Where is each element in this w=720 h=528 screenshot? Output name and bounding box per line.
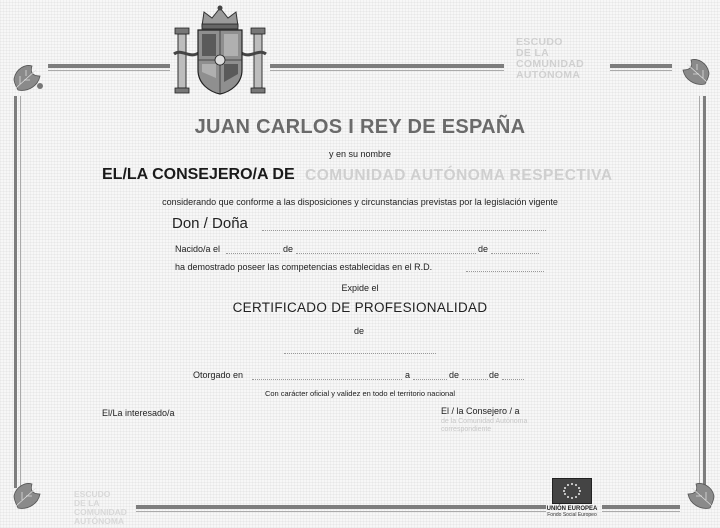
comunidad-placeholder: COMUNIDAD AUTÓNOMA RESPECTIVA — [305, 167, 613, 184]
de-label: de — [354, 326, 365, 336]
considerando-text: considerando que conforme a las disposiciones y circunstancias previstas por la legislación vigente — [162, 197, 558, 207]
eu-label: UNIÓN EUROPEA — [546, 506, 598, 512]
issue-year-line — [502, 379, 524, 380]
border-top-left — [48, 64, 170, 68]
watermark-line: ESCUDO — [516, 36, 563, 48]
border-bottom — [136, 505, 546, 509]
interesado-signature-label: El/La interesado/a — [102, 408, 175, 418]
consejero-heading: EL/LA CONSEJERO/A DE — [102, 166, 295, 183]
leaf-ornament-icon — [10, 480, 44, 512]
eu-fund-label: Fondo Social Europeo — [547, 512, 597, 518]
watermark-line: DE LA — [516, 47, 549, 59]
border-bottom-right-thin — [602, 511, 680, 512]
border-top-middle — [270, 64, 504, 68]
eu-logo — [537, 478, 607, 518]
validez-text: Con carácter oficial y validez en todo el territorio nacional — [264, 389, 456, 398]
watermark-line: COMUNIDAD — [74, 507, 127, 517]
eu-stars-icon — [553, 479, 591, 503]
watermark-line: DE LA — [74, 498, 100, 508]
de-label: de — [489, 370, 500, 380]
ha-demostrado-text: ha demostrado poseer las competencias establecidas en el R.D. — [175, 262, 433, 272]
king-title: JUAN CARLOS I REY DE ESPAÑA — [194, 116, 526, 138]
a-label: a — [405, 370, 411, 380]
consejero-subtitle: correspondiente — [441, 426, 492, 433]
de-label: de — [478, 244, 489, 254]
name-field-line — [262, 230, 546, 231]
border-top-middle-thin — [270, 70, 504, 71]
watermark-line: AUTÓNOMA — [74, 516, 125, 526]
watermark-line: COMUNIDAD — [516, 58, 585, 70]
certificate-name-line — [284, 353, 436, 354]
leaf-ornament-icon — [677, 56, 713, 90]
watermark-escudo-top — [516, 37, 616, 81]
watermark-line: ESCUDO — [74, 489, 111, 499]
leaf-ornament-icon — [10, 62, 48, 96]
birth-day-line — [226, 253, 280, 254]
eu-flag-icon — [552, 478, 592, 504]
birth-month-line — [296, 253, 476, 254]
otorgado-label: Otorgado en — [193, 370, 244, 380]
watermark-escudo-bottom — [74, 490, 154, 526]
de-label: de — [283, 244, 294, 254]
en-su-nombre: y en su nombre — [328, 149, 392, 159]
de-label: de — [449, 370, 460, 380]
birth-year-line — [491, 253, 539, 254]
don-dona-label: Don / Doña — [172, 215, 248, 232]
watermark-line: AUTÓNOMA — [516, 69, 581, 81]
consejero-subtitle: de la Comunidad Autónoma — [441, 418, 528, 425]
nacido-label: Nacido/a el — [175, 244, 221, 254]
border-top-right-thin — [610, 70, 672, 71]
leaf-ornament-icon — [684, 480, 718, 512]
certificado-title: CERTIFICADO DE PROFESIONALIDAD — [232, 300, 488, 315]
issue-day-line — [413, 379, 447, 380]
border-top-left-thin — [48, 70, 170, 71]
expide-text: Expide el — [341, 283, 379, 293]
consejero-signature-label: El / la Consejero / a — [441, 406, 520, 416]
issue-month-line — [462, 379, 488, 380]
border-bottom-right — [602, 505, 680, 509]
border-bottom-thin — [136, 511, 546, 512]
coat-of-arms-icon — [172, 4, 268, 96]
rd-field-line — [466, 271, 544, 272]
place-field-line — [252, 379, 402, 380]
border-top-right — [610, 64, 672, 68]
